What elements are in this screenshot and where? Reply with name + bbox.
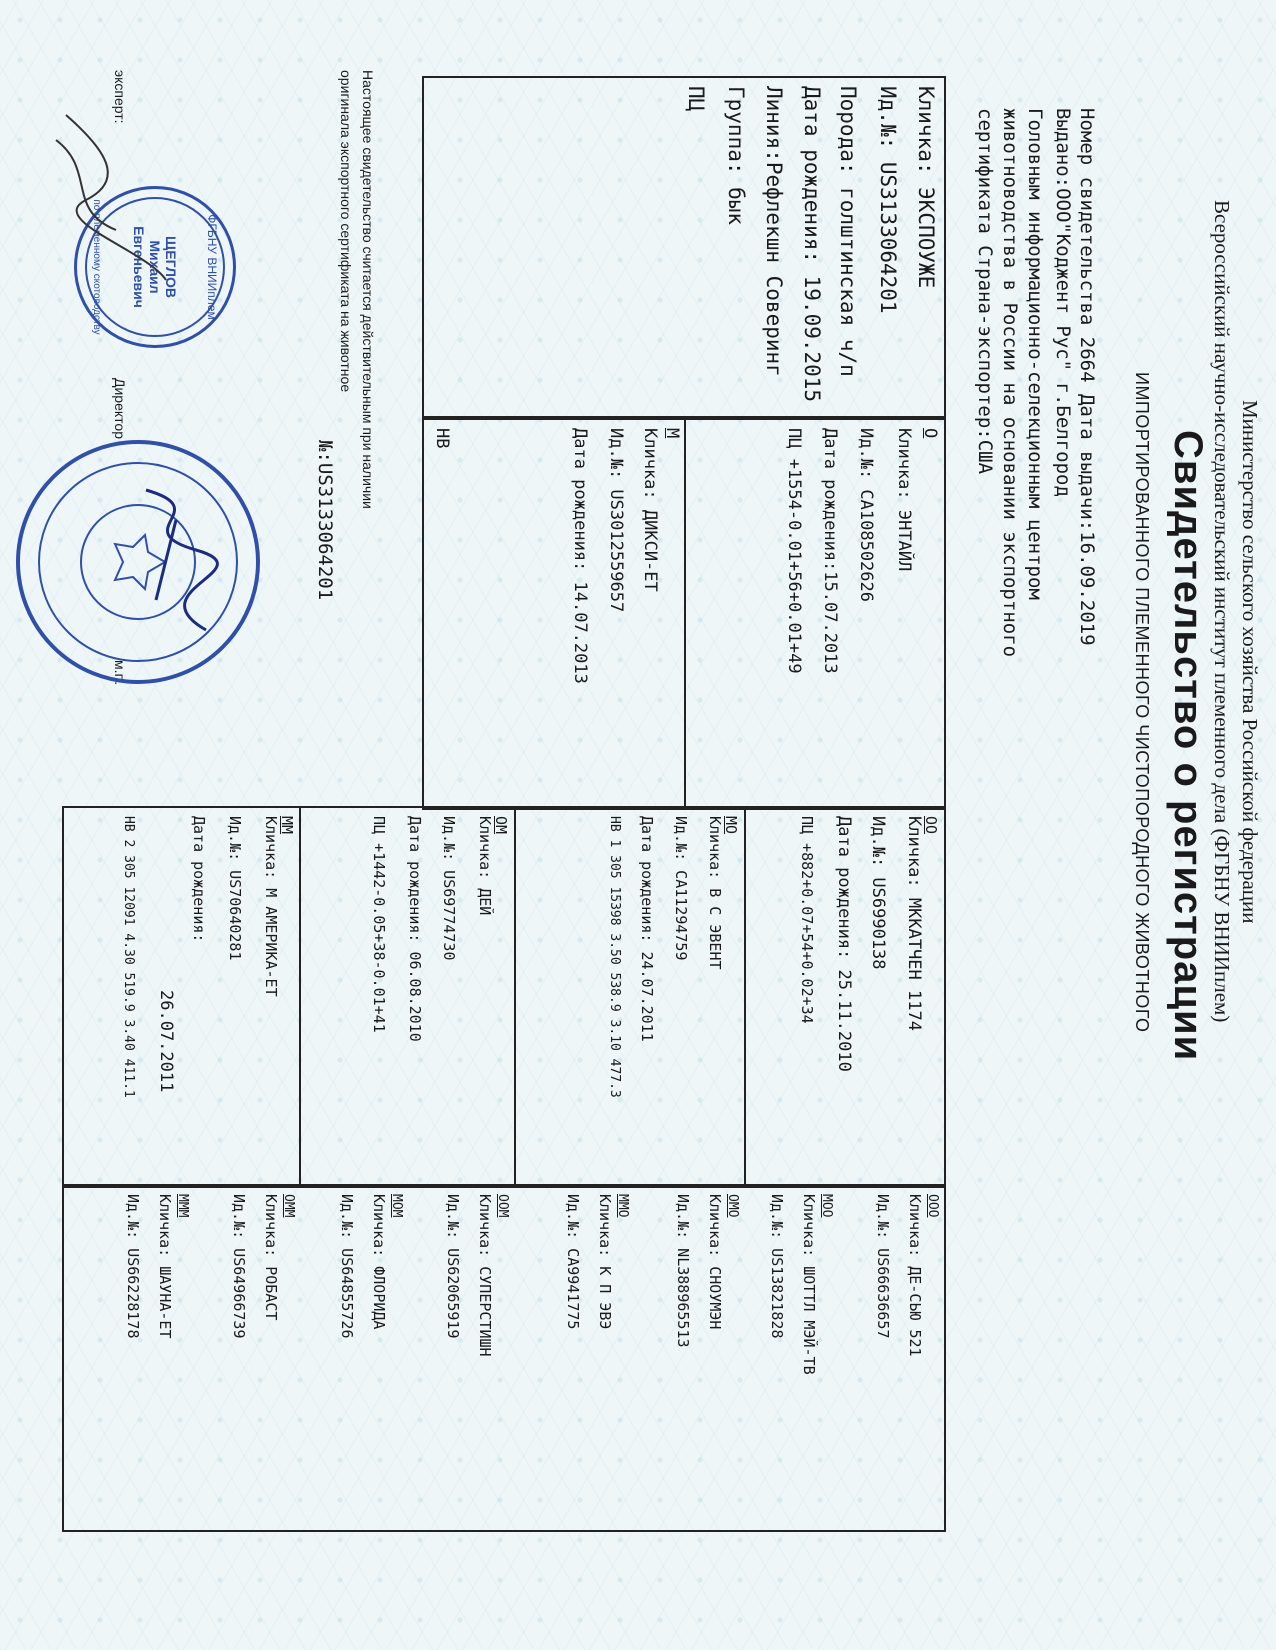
mo-birth: Дата рождения: 24.07.2011: [638, 816, 656, 1042]
ggp-name: Кличка: ШАУНА-ЕТ: [156, 1194, 174, 1339]
ggp-name: Кличка: РОБАСТ: [262, 1194, 280, 1321]
ggp-name: Кличка: СУПЕРСТИШН: [476, 1194, 494, 1357]
mo-id: Ид.№: CA11294759: [672, 816, 690, 961]
mm-birth-label: Дата рождения:: [190, 816, 208, 943]
director-signature: [116, 480, 236, 640]
mm-id: Ид.№: US70640281: [226, 816, 244, 961]
expert-stamp-name-2: Михаил: [147, 240, 163, 294]
ggp-code: ОММ: [281, 1194, 296, 1218]
validity-line-1: Настоящее свидетельство считается действительным при наличии: [360, 70, 376, 509]
om-code: ОМ: [492, 816, 510, 835]
ggp-name: Кличка: ШОТТЛ МЭЙ-ТВ: [800, 1194, 818, 1375]
father-pc: ПЦ +1554-0.01+56+0.01+49: [784, 428, 804, 674]
oo-code: ОО: [922, 816, 940, 835]
mp-label: м.п.: [112, 660, 128, 685]
animal-pc: ПЦ: [684, 86, 708, 112]
gp-divider-3: [299, 806, 301, 1186]
father-birth: Дата рождения:15.07.2013: [820, 428, 840, 674]
ggp-code: ММО: [615, 1194, 630, 1218]
animal-breed: Порода: голштинская ч/п: [836, 86, 860, 377]
ggp-id: Ид.№: US13821828: [768, 1194, 786, 1339]
mother-code: М: [662, 428, 682, 439]
expert-stamp-name-3: Евгеньевич: [131, 226, 147, 308]
father-name: Кличка: ЭНТАЙЛ: [894, 428, 914, 572]
gp-divider-2: [514, 806, 516, 1186]
director-label: Директор: [112, 378, 128, 439]
mm-name: Кличка: М АМЕРИКА-ЕТ: [262, 816, 280, 997]
father-id: Ид.№: CA108502626: [856, 428, 876, 602]
institute-title: Всероссийский научно-исследовательский институт племенного дела (ФГБНУ ВНИИплем): [1210, 200, 1234, 1023]
ggp-id: Ид.№: US64855726: [338, 1194, 356, 1339]
ggp-name: Кличка: СНОУМЭН: [706, 1194, 724, 1330]
validity-line-2: оригинала экспортного сертификата на животное: [338, 70, 354, 393]
ggp-code: ОМО: [725, 1194, 740, 1218]
mother-nv: НВ: [432, 428, 452, 449]
animal-birth: Дата рождения: 19.09.2015: [800, 86, 824, 403]
expert-signature: [36, 110, 186, 290]
oo-name: Кличка: МККАТЧЕН 1174: [904, 816, 924, 1031]
ggp-id: Ид.№: US66636657: [874, 1194, 892, 1339]
mo-nv: НВ 1 305 15398 3.50 538.9 3.10 477.3: [607, 816, 622, 1098]
mother-name: Кличка: ДИКСИ-ЕТ: [640, 428, 660, 592]
ggp-code: ООМ: [495, 1194, 510, 1218]
ggp-name: Кличка: ФЛОРИДА: [370, 1194, 388, 1330]
ggp-id: Ид.№: NL388965513: [674, 1194, 692, 1348]
oo-birth: Дата рождения: 25.11.2010: [834, 816, 854, 1072]
mo-code: МО: [722, 816, 740, 835]
basis-line-2: животноводства в России на основании экспортного: [999, 108, 1021, 658]
ggp-name: Кличка: К П ЭВЭ: [596, 1194, 614, 1330]
mother-birth: Дата рождения: 14.07.2013: [570, 428, 590, 684]
certificate-number: Номер свидетельства 2664 Дата выдачи:16.09.2019: [1076, 108, 1098, 646]
ministry-title: Министерство сельского хозяйства Российской федерации: [1238, 400, 1262, 924]
om-name: Кличка: ДЕЙ: [476, 816, 494, 916]
gp-divider-1: [744, 806, 746, 1186]
animal-group: Группа: бык: [724, 86, 748, 226]
oo-pc: ПЦ +882+0.07+54+0.02+34: [798, 816, 816, 1024]
om-id: Ид.№: US69774730: [440, 816, 458, 961]
basis-line-3: сертификата Страна-экспортер:США: [974, 108, 996, 475]
ggp-id: Ид.№: US66228178: [124, 1194, 142, 1339]
animal-line: Линия:Рефлекшн Соверинг: [762, 86, 786, 377]
document-subtitle: ИМПОРТИРОВАННОГО ПЛЕМЕННОГО ЧИСТОПОРОДНОГО ЖИВОТНОГО: [1132, 372, 1152, 1033]
ggp-code: МММ: [175, 1194, 190, 1218]
animal-name: Кличка: ЭКСПОУЖЕ: [914, 86, 938, 289]
ggp-id: Ид.№: CA9941775: [564, 1194, 582, 1330]
mm-birth-value: 26.07.2011: [156, 990, 176, 1093]
ggp-id: Ид.№: US62065919: [444, 1194, 462, 1339]
ggp-name: Кличка: ДЕ-СЬЮ 521: [906, 1194, 924, 1357]
mm-nv: НВ 2 305 12091 4.30 519.9 3.40 411.1: [121, 816, 136, 1098]
ggp-code: ООО: [925, 1194, 940, 1218]
animal-box: [422, 76, 946, 420]
mother-id: Ид.№: US3012559657: [606, 428, 626, 613]
oo-id: Ид.№: US6990138: [868, 816, 888, 970]
animal-id: Ид.№: US3133064201: [876, 86, 900, 314]
parents-divider: [684, 416, 686, 808]
expert-label: эксперт:: [112, 70, 128, 124]
issued-to: Выдано:ООО"Коджент Рус" г.Белгород: [1052, 108, 1074, 497]
ggp-code: МОО: [819, 1194, 834, 1218]
expert-stamp-bottom: по племенному скотоводству: [91, 199, 102, 335]
mm-code: ММ: [278, 816, 296, 835]
basis-line-1: Головным информационно-селекционным центром: [1024, 108, 1046, 600]
father-code: О: [920, 428, 940, 439]
expert-stamp-name-1: ЩЕГЛОВ: [163, 235, 179, 298]
footer-cert-number: №:US3133064201: [314, 440, 336, 601]
ggp-id: Ид.№: US64966739: [230, 1194, 248, 1339]
mo-name: Кличка: В С ЭВЕНТ: [706, 816, 724, 970]
ggp-code: МОМ: [389, 1194, 404, 1218]
expert-stamp-top: ФГБНУ ВНИИплем: [205, 214, 219, 320]
document-title: Свидетельство о регистрации: [1166, 430, 1210, 1062]
om-pc: ПЦ +1442-0.05+38-0.01+41: [370, 816, 388, 1033]
om-birth: Дата рождения: 06.08.2010: [406, 816, 424, 1042]
